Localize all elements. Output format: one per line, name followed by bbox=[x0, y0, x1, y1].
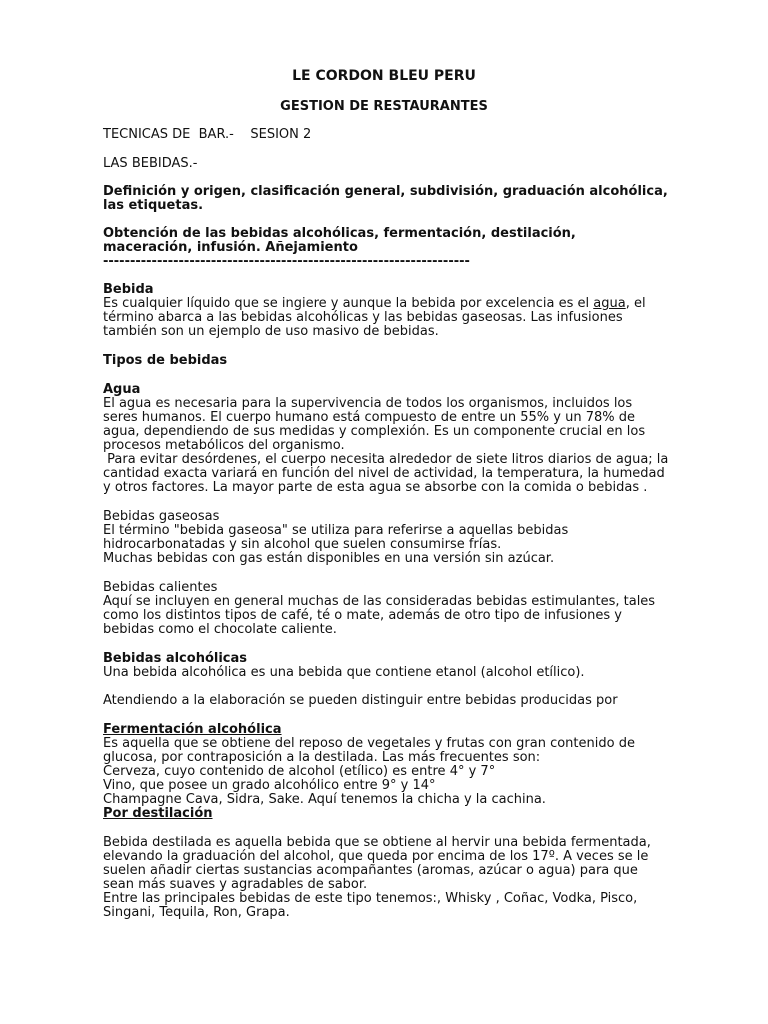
text-line bbox=[103, 297, 683, 311]
text-line: Bebida destilada es aquella bebida que se obtiene al hervir una bebida fermentada, bbox=[103, 835, 651, 850]
text-line: sean más suaves y agradables de sabor. bbox=[103, 877, 368, 892]
divider-line: -------------------------------------------------------------------- bbox=[103, 254, 470, 269]
section-heading: LAS BEBIDAS.- bbox=[103, 156, 198, 171]
text-line: Obtención de las bebidas alcohólicas, fermentación, destilación, bbox=[103, 226, 576, 241]
text-line: maceración, infusión. Añejamiento bbox=[103, 240, 358, 255]
gaseosas-section bbox=[103, 510, 683, 566]
text-line: Entre las principales bebidas de este tipo tenemos:, Whisky , Coñac, Vodka, Pisco, bbox=[103, 891, 638, 906]
section-heading-destilacion: Por destilación bbox=[103, 806, 213, 821]
fermentacion-section bbox=[103, 723, 683, 821]
text-line: Vino, que posee un grado alcohólico entre 9° y 14° bbox=[103, 778, 436, 793]
page-subtitle: GESTION DE RESTAURANTES bbox=[280, 99, 488, 114]
text-fragment: Es cualquier líquido que se ingiere y aunque la bebida por excelencia es el bbox=[103, 296, 594, 311]
text-line: las etiquetas. bbox=[103, 198, 204, 213]
text-line: Muchas bebidas con gas están disponibles en una versión sin azúcar. bbox=[103, 551, 555, 566]
text-line: suelen añadir ciertas sustancias acompañantes (aromas, azúcar o agua) para que bbox=[103, 863, 638, 878]
text-line: Singani, Tequila, Ron, Grapa. bbox=[103, 905, 290, 920]
text-line: Una bebida alcohólica es una bebida que contiene etanol (alcohol etílico). bbox=[103, 665, 585, 680]
section-heading-alcoholicas: Bebidas alcohólicas bbox=[103, 651, 248, 666]
alcoholicas-section bbox=[103, 652, 683, 680]
bebida-section bbox=[103, 283, 683, 339]
text-line: El término "bebida gaseosa" se utiliza para referirse a aquellas bebidas bbox=[103, 523, 569, 538]
atendiendo-line: Atendiendo a la elaboración se pueden distinguir entre bebidas producidas por bbox=[103, 693, 618, 708]
text-line: El agua es necesaria para la supervivencia de todos los organismos, incluidos los bbox=[103, 396, 633, 411]
text-line: Definición y origen, clasificación general, subdivisión, graduación alcohólica, bbox=[103, 184, 668, 199]
text-line: elevando la graduación del alcohol, que queda por encima de los 17º. A veces se le bbox=[103, 849, 649, 864]
text-line: Champagne Cava, Sidra, Sake. Aquí tenemos la chicha y la cachina. bbox=[103, 792, 546, 807]
text-line: también son un ejemplo de uso masivo de bebidas. bbox=[103, 324, 439, 339]
calientes-section bbox=[103, 581, 683, 637]
text-line: Para evitar desórdenes, el cuerpo necesita alrededor de siete litros diarios de agua; la bbox=[103, 452, 669, 467]
text-line: agua, dependiendo de sus medidas y complexión. Es un componente crucial en los bbox=[103, 424, 646, 439]
section-heading-bebida: Bebida bbox=[103, 282, 154, 297]
text-line: como los distintos tipos de café, té o mate, además de otro tipo de infusiones y bbox=[103, 608, 622, 623]
agua-section bbox=[103, 383, 683, 495]
text-line: término abarca a las bebidas alcohólicas y las bebidas gaseosas. Las infusiones bbox=[103, 310, 623, 325]
page-title: LE CORDON BLEU PERU bbox=[292, 68, 476, 84]
text-line: Cerveza, cuyo contenido de alcohol (etílico) es entre 4° y 7° bbox=[103, 764, 496, 779]
section-heading-agua: Agua bbox=[103, 382, 141, 397]
text-fragment: , el bbox=[625, 296, 646, 311]
text-line: procesos metabólicos del organismo. bbox=[103, 438, 345, 453]
text-line: Aquí se incluyen en general muchas de las consideradas bebidas estimulantes, tales bbox=[103, 594, 656, 609]
destilacion-section bbox=[103, 836, 683, 920]
text-line: hidrocarbonatadas y sin alcohol que suelen consumirse frías. bbox=[103, 537, 502, 552]
tipos-heading: Tipos de bebidas bbox=[103, 353, 228, 368]
text-line: cantidad exacta variará en función del nivel de actividad, la temperatura, la humedad bbox=[103, 466, 665, 481]
session-line: TECNICAS DE BAR.- SESION 2 bbox=[103, 127, 312, 142]
topics-paragraph-1 bbox=[103, 185, 683, 213]
section-heading-fermentacion: Fermentación alcohólica bbox=[103, 722, 282, 737]
text-line: bebidas como el chocolate caliente. bbox=[103, 622, 337, 637]
section-heading-gaseosas: Bebidas gaseosas bbox=[103, 509, 220, 524]
text-line: glucosa, por contraposición a la destilada. Las más frecuentes son: bbox=[103, 750, 541, 765]
topics-paragraph-2 bbox=[103, 227, 683, 269]
text-line: y otros factores. La mayor parte de esta agua se absorbe con la comida o bebidas . bbox=[103, 480, 648, 495]
section-heading-calientes: Bebidas calientes bbox=[103, 580, 218, 595]
text-line: seres humanos. El cuerpo humano está compuesto de entre un 55% y un 78% de bbox=[103, 410, 635, 425]
text-line: Es aquella que se obtiene del reposo de vegetales y frutas con gran contenido de bbox=[103, 736, 635, 751]
agua-link[interactable]: agua bbox=[593, 296, 626, 311]
